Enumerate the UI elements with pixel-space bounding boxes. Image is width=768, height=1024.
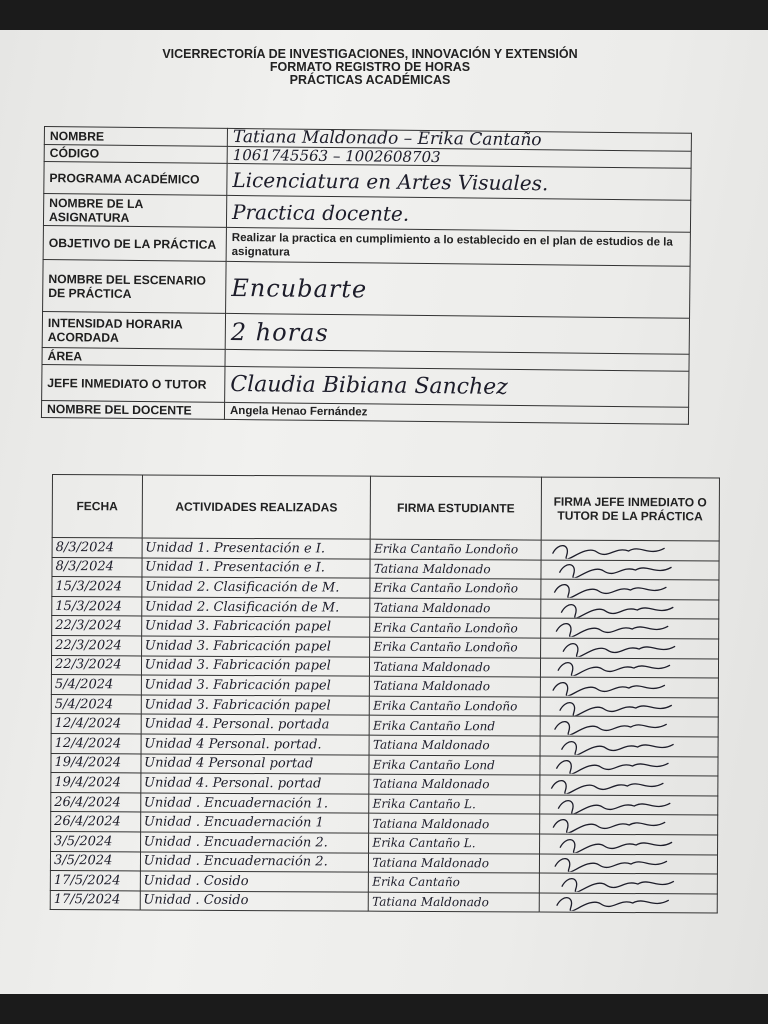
log-tutor-signature [540,618,718,639]
log-activity: Unidad 4. Personal. portada [141,714,370,735]
info-value-intensidad: 2 horas [225,313,689,354]
activity-log-table [50,474,720,914]
log-tutor-signature [541,540,719,561]
log-date: 22/3/2024 [52,616,142,636]
log-body [50,538,719,914]
log-tutor-signature [541,560,719,581]
log-activity: Unidad . Encuadernación 2. [140,851,369,872]
tutor-signature-scribble [543,855,703,873]
log-tutor-signature [539,893,717,914]
tutor-signature-scribble [543,835,703,853]
log-activity: Unidad . Encuadernación 2. [140,832,369,853]
tutor-signature-scribble [544,561,704,579]
signature-stroke [561,741,673,755]
log-activity: Unidad 4. Personal. portad [141,773,370,794]
log-student-signature: Tatiana Maldonado [369,774,539,794]
log-student-signature: Tatiana Maldonado [369,813,539,833]
signature-stroke [553,820,665,834]
log-tutor-signature [540,716,718,737]
info-label: NOMBRE DEL DOCENTE [41,400,224,419]
log-student-signature: Tatiana Maldonado [370,598,540,618]
tutor-signature-scribble [542,894,702,912]
log-activity: Unidad 2. Clasificación de M. [142,577,371,598]
log-student-signature: Tatiana Maldonado [369,735,539,755]
log-tutor-signature [540,756,718,777]
signature-stroke [554,722,666,736]
signature-stroke [554,585,666,599]
log-activity: Unidad . Encuadernación 1. [140,793,369,814]
info-value-codigo: 1061745563 – 1002608703 [227,146,691,168]
signature-stroke [556,761,668,775]
log-tutor-signature [539,873,717,894]
signature-stroke [556,898,668,912]
signature-stroke [558,800,670,814]
info-label: NOMBRE DEL ESCENARIO DE PRÁCTICA [43,259,227,313]
header-line-3: PRÁCTICAS ACADÉMICAS [289,73,451,87]
log-tutor-signature [539,795,717,816]
info-label: JEFE INMEDIATO O TUTOR [42,364,225,402]
log-date: 17/5/2024 [50,871,140,891]
tutor-signature-scribble [543,737,703,755]
tutor-signature-scribble [544,659,704,677]
info-label: PROGRAMA ACADÉMICO [44,162,227,196]
tutor-signature-scribble [542,874,702,892]
col-header-fecha: FECHA [52,475,142,538]
document-page [0,30,768,994]
log-date: 15/3/2024 [52,577,142,597]
info-value-objetivo: Realizar la practica en cumplimiento a lo establecido en el plan de estudios de la asignatura [226,227,690,266]
log-student-signature: Tatiana Maldonado [370,559,540,579]
signature-stroke [563,643,675,657]
log-activity: Unidad 3. Fabricación papel [141,616,370,637]
log-student-signature: Tatiana Maldonado [370,676,540,696]
col-header-actividades: ACTIVIDADES REALIZADAS [142,475,371,539]
log-tutor-signature [539,775,717,796]
log-student-signature: Erika Cantaño Lond [369,755,539,775]
log-student-signature: Erika Cantaño Londoño [370,637,540,657]
log-activity: Unidad 3. Fabricación papel [141,675,370,696]
log-tutor-signature [540,658,718,679]
log-student-signature: Erika Cantaño [369,872,539,892]
signature-stroke [561,879,673,893]
log-date: 22/3/2024 [51,655,141,675]
tutor-signature-scribble [543,776,703,794]
signature-stroke [556,624,668,638]
log-date: 15/3/2024 [52,596,142,616]
header-line-1: VICERRECTORÍA DE INVESTIGACIONES, INNOVACIÓN Y EXTENSIÓN [162,47,578,61]
log-activity: Unidad 3. Fabricación papel [141,695,370,716]
tutor-signature-scribble [543,679,703,697]
tutor-signature-scribble [543,757,703,775]
signature-stroke [559,565,671,579]
info-value-nombre: Tatiana Maldonado – Erika Cantaño [227,128,691,151]
info-value-escenario: Encubarte [226,261,691,318]
log-date: 26/4/2024 [51,812,141,832]
signature-stroke [552,545,664,559]
log-activity: Unidad 1. Presentación e I. [142,538,371,559]
log-tutor-signature [539,854,717,875]
info-value-asignatura: Practica docente. [226,195,690,232]
log-student-signature: Tatiana Maldonado [369,892,539,912]
info-value-tutor: Claudia Bibiana Sanchez [225,366,689,407]
log-student-signature: Erika Cantaño Londoño [370,618,540,638]
tutor-signature-scribble [543,796,703,814]
log-activity: Unidad 2. Clasificación de M. [141,597,370,618]
info-label: INTENSIDAD HORARIA ACORDADA [42,311,225,349]
signature-stroke [555,859,667,873]
signature-stroke [561,604,673,618]
log-activity: Unidad . Cosido [140,871,369,892]
log-activity: Unidad 3. Fabricación papel [141,636,370,657]
tutor-signature-scribble [544,639,704,657]
tutor-signature-scribble [544,600,704,618]
log-student-signature: Tatiana Maldonado [369,853,539,873]
log-date: 22/3/2024 [52,635,142,655]
signature-stroke [558,663,670,677]
header-line-2: FORMATO REGISTRO DE HORAS [269,60,471,74]
log-activity: Unidad . Encuadernación 1 [140,812,369,833]
log-tutor-signature [540,579,718,600]
info-label: ÁREA [42,347,225,366]
info-row-escenario [43,259,691,318]
log-date: 5/4/2024 [51,694,141,714]
log-date: 8/3/2024 [52,538,142,558]
signature-stroke [559,702,671,716]
tutor-signature-scribble [543,698,703,716]
info-table [41,126,692,425]
log-student-signature: Erika Cantaño L. [369,833,539,853]
log-student-signature: Erika Cantaño Londoño [370,696,540,716]
log-date: 17/5/2024 [50,890,140,910]
log-date: 19/4/2024 [51,753,141,773]
signature-stroke [552,683,664,697]
log-activity: Unidad 4 Personal portad [141,753,370,774]
log-date: 3/5/2024 [50,851,140,871]
log-date: 12/4/2024 [51,714,141,734]
log-date: 5/4/2024 [51,675,141,695]
tutor-signature-scribble [543,816,703,834]
log-tutor-signature [540,638,718,659]
col-header-firma-tutor: FIRMA JEFE INMEDIATO O TUTOR DE LA PRÁCTICA [541,477,720,541]
log-date: 3/5/2024 [51,831,141,851]
table-row [50,890,717,913]
tutor-signature-scribble [544,620,704,638]
log-student-signature: Tatiana Maldonado [370,657,540,677]
document-header [0,48,740,87]
log-activity: Unidad . Cosido [140,891,369,912]
log-student-signature: Erika Cantaño Lond [370,716,540,736]
tutor-signature-scribble [543,718,703,736]
log-tutor-signature [540,736,718,757]
log-tutor-signature [539,814,717,835]
info-label: NOMBRE DE LA ASIGNATURA [43,194,226,228]
log-tutor-signature [539,834,717,855]
log-student-signature: Erika Cantaño Londoño [370,578,540,598]
col-header-firma-estudiante: FIRMA ESTUDIANTE [371,476,542,540]
log-student-signature: Erika Cantaño L. [369,794,539,814]
log-date: 26/4/2024 [51,792,141,812]
info-value-docente: Angela Henao Fernández [224,402,688,424]
log-tutor-signature [540,697,718,718]
info-label: OBJETIVO DE LA PRÁCTICA [43,225,226,261]
log-activity: Unidad 1. Presentación e I. [142,558,371,579]
info-label: CÓDIGO [44,145,227,164]
info-label: NOMBRE [44,127,227,147]
log-tutor-signature [540,599,718,620]
info-value-programa: Licenciatura en Artes Visuales. [227,163,691,200]
log-date: 8/3/2024 [52,557,142,577]
log-header-row [52,475,719,541]
log-activity: Unidad 3. Fabricación papel [141,656,370,677]
log-activity: Unidad 4 Personal. portad. [141,734,370,755]
log-tutor-signature [540,677,718,698]
tutor-signature-scribble [544,581,704,599]
signature-stroke [560,839,672,853]
log-student-signature: Erika Cantaño Londoño [370,539,540,559]
log-date: 19/4/2024 [51,773,141,793]
tutor-signature-scribble [544,541,704,559]
signature-stroke [551,780,663,794]
log-date: 12/4/2024 [51,733,141,753]
